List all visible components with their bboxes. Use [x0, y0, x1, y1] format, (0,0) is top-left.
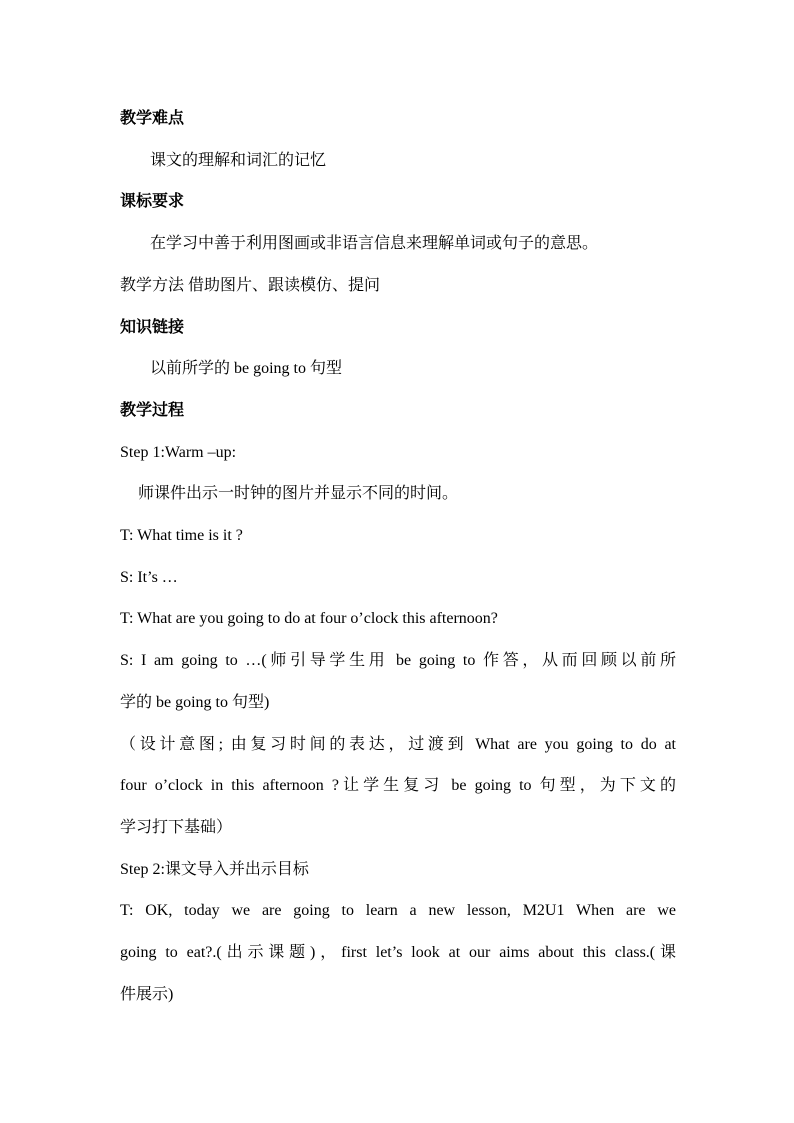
- standard-text: 在学习中善于利用图画或非语言信息来理解单词或句子的意思。: [150, 235, 599, 253]
- heading-knowledge-link: 知识链接: [120, 318, 185, 336]
- design-intent-line2: four o’clock in this afternoon ?让学生复习 be going to 句型，为下文的: [120, 777, 676, 795]
- heading-curriculum-standard: 课标要求: [120, 193, 185, 211]
- step2-title: Step 2:课文导入并出示目标: [120, 860, 309, 878]
- document-page: [120, 98, 676, 1015]
- heading-teaching-difficulty: 教学难点: [120, 110, 185, 127]
- dialogue-t1: T: What time is it ?: [120, 527, 243, 545]
- dialogue-t3-line2: going to eat?.(出示课题)，first let’s look at our aims about this class.(课: [120, 944, 676, 962]
- dialogue-t3-line1: T: OK, today we are going to learn a new lesson, M2U1 When are we: [120, 902, 676, 920]
- dialogue-t2: T: What are you going to do at four o’clock this afternoon?: [120, 610, 498, 628]
- difficulty-text: 课文的理解和词汇的记忆: [150, 151, 327, 169]
- teaching-method-text: 教学方法 借助图片、跟读模仿、提问: [120, 276, 381, 294]
- dialogue-s2-line1: S: I am going to …(师引导学生用 be going to 作答，从而回顾以前所: [120, 652, 676, 670]
- dialogue-s2-line2: 学的 be going to 句型): [120, 693, 270, 711]
- step1-title: Step 1:Warm –up:: [120, 443, 237, 461]
- dialogue-s1: S: It’s …: [120, 568, 178, 586]
- design-intent-line1: （设计意图; 由复习时间的表达，过渡到 What are you going to do at: [120, 735, 676, 753]
- dialogue-t3-line3: 件展示): [120, 985, 174, 1003]
- design-intent-line3: 学习打下基础）: [120, 818, 233, 836]
- knowledge-link-text: 以前所学的 be going to 句型: [150, 360, 342, 378]
- step1-description: 师课件出示一时钟的图片并显示不同的时间。: [138, 485, 459, 503]
- heading-teaching-process: 教学过程: [120, 401, 185, 419]
